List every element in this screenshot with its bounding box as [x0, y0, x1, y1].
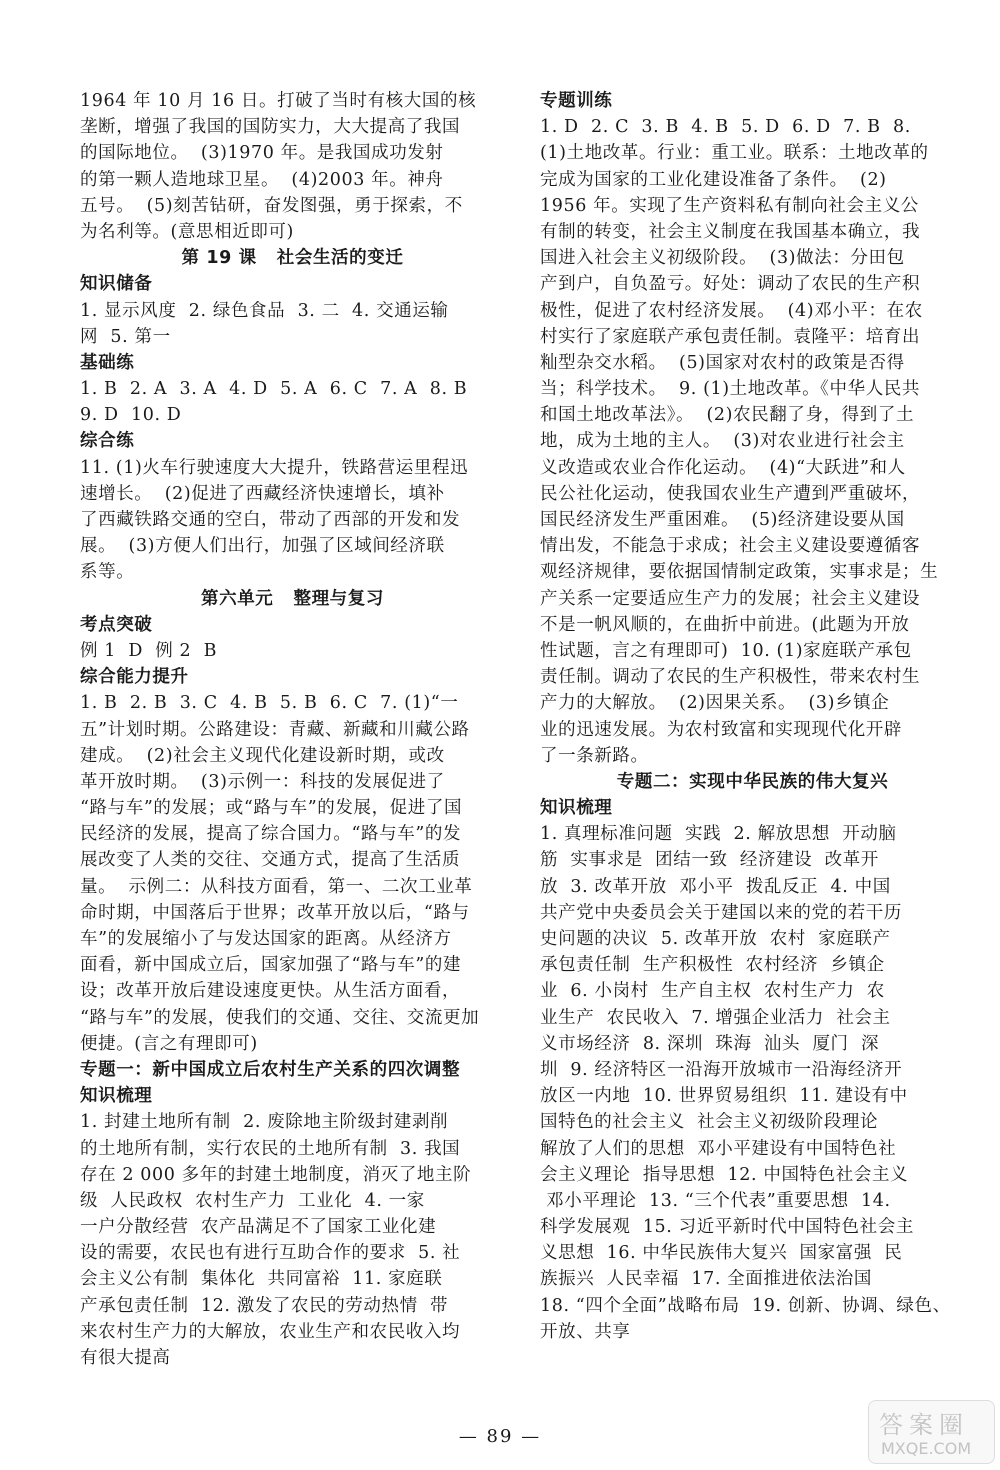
text-line: 义思想 16. 中华民族伟大复兴 国家富强 民 — [540, 1243, 903, 1264]
text-line: 来农村生产力的大解放，农业生产和农民收入均 — [80, 1321, 461, 1342]
left-column — [80, 88, 505, 1371]
section-heading: 知识梳理 — [540, 798, 613, 819]
text-line: 科学发展观 15. 习近平新时代中国特色社会主 — [540, 1217, 914, 1238]
text-line: 史问题的决议 5. 改革开放 农村 家庭联产 — [540, 929, 891, 949]
text-line: 便捷。(言之有理即可) — [80, 1033, 258, 1054]
text-line: 民公社化运动，使我国农业生产遭到严重破坏， — [540, 483, 921, 504]
text-line: 业生产 农民收入 7. 增强企业活力 社会主 — [540, 1007, 891, 1028]
section-heading: 基础练 — [80, 352, 135, 373]
section-heading: 知识梳理 — [80, 1086, 153, 1107]
text-line: 设的需要，农民也有进行互助合作的要求 5. 社 — [80, 1243, 461, 1264]
text-line: 情出发，不能急于求成；社会主义建设要遵循客 — [540, 536, 921, 557]
watermark-logo — [868, 1400, 995, 1464]
text-line: 有很大提高 — [80, 1348, 171, 1368]
text-line: 垄断，增强了我国的国防实力，大大提高了我国 — [80, 117, 461, 138]
text-line: 不是一帆风顺的，在曲折中前进。(此题为开放 — [540, 614, 910, 635]
text-line: “路与车”的发展；或“路与车”的发展，促进了国 — [80, 798, 463, 819]
text-line: 9. D 10. D — [80, 405, 182, 426]
watermark-url: MXQE.COM — [881, 1439, 972, 1458]
text-line: 设；改革开放后建设速度更快。从生活方面看， — [80, 981, 461, 1002]
text-line: 放区一内地 10. 世界贸易组织 11. 建设有中 — [540, 1086, 908, 1107]
section-heading: 第 19 课 社会生活的变迁 — [181, 248, 404, 269]
section-heading: 考点突破 — [80, 614, 153, 635]
text-line: 网 5. 第一 — [80, 326, 171, 347]
text-line: 民经济的发展，提高了综合国力。“路与车”的发 — [80, 824, 462, 845]
text-line: 1. 显示风度 2. 绿色食品 3. 二 4. 交通运输 — [80, 300, 449, 321]
text-line: 邓小平理论 13. “三个代表”重要思想 14. — [540, 1190, 891, 1211]
text-line: 产关系一定要适应生产力的发展；社会主义建设 — [540, 588, 921, 609]
text-line: 国特色的社会主义 社会主义初级阶段理论 — [540, 1112, 879, 1133]
text-line: 1. 封建土地所有制 2. 废除地主阶级封建剥削 — [80, 1112, 449, 1133]
text-line: 的土地所有制，实行农民的土地所有制 3. 我国 — [80, 1138, 461, 1159]
text-line: 例 1 D 例 2 B — [80, 640, 218, 661]
text-line: 地，成为土地的主人。 (3)对农业进行社会主 — [540, 431, 905, 452]
text-line: 革开放时期。 (3)示例一：科技的发展促进了 — [80, 771, 445, 792]
text-line: 建成。 (2)社会主义现代化建设新时期，或改 — [80, 745, 445, 766]
text-line: 村实行了家庭联产承包责任制。袁隆平：培育出 — [540, 326, 921, 347]
watermark-text: 答案圈 — [879, 1411, 969, 1439]
text-line: 一户分散经营 农产品满足不了国家工业化建 — [80, 1217, 437, 1238]
section-heading: 专题训练 — [540, 91, 613, 111]
text-line: 族振兴 人民幸福 17. 全面推进依法治国 — [540, 1269, 872, 1290]
text-line: 开放、共享 — [540, 1321, 631, 1342]
text-line: 产力的大解放。 (2)因果关系。 (3)乡镇企 — [540, 693, 890, 714]
text-line: 有制的转变，社会主义制度在我国基本确立，我 — [540, 221, 921, 242]
text-line: 圳 9. 经济特区一沿海开放城市一沿海经济开 — [540, 1059, 903, 1080]
section-heading: 专题一：新中国成立后农村生产关系的四次调整 — [80, 1059, 461, 1080]
text-line: 共产党中央委员会关于建国以来的党的若干历 — [540, 902, 902, 923]
text-line: 解放了人们的思想 邓小平建设有中国特色社 — [540, 1138, 897, 1159]
text-line: 义改造或农业合作化运动。 (4)“大跃进”和人 — [540, 457, 906, 478]
section-heading: 综合练 — [80, 431, 135, 452]
section-heading: 第六单元 整理与复习 — [201, 588, 384, 609]
text-line: 产到户，自负盈亏。好处：调动了农民的生产积 — [540, 274, 921, 295]
section-heading: 综合能力提升 — [80, 667, 189, 688]
text-line: 存在 2 000 多年的封建土地制度，消灭了地主阶 — [80, 1164, 472, 1185]
text-line: 速增长。 (2)促进了西藏经济快速增长，填补 — [80, 483, 445, 504]
text-line: 产承包责任制 12. 激发了农民的劳动热情 带 — [80, 1295, 449, 1316]
text-line: 观经济规律，要依据国情制定政策，实事求是；生 — [540, 562, 939, 583]
text-line: 国进入社会主义初级阶段。 (3)做法：分田包 — [540, 248, 905, 269]
text-line: 会主义理论 指导思想 12. 中国特色社会主义 — [540, 1164, 909, 1185]
text-line: 级 人民政权 农村生产力 工业化 4. 一家 — [80, 1190, 425, 1211]
text-line: 命时期，中国落后于世界；改革开放以后，“路与 — [80, 902, 470, 923]
text-line: (1)土地改革。行业：重工业。联系：土地改革的 — [540, 143, 929, 164]
text-line: 放 3. 改革开放 邓小平 拨乱反正 4. 中国 — [540, 876, 891, 897]
section-heading: 专题二：实现中华民族的伟大复兴 — [616, 771, 889, 792]
text-line: 了一条新路。 — [540, 745, 649, 766]
text-line: 为名利等。(意思相近即可) — [80, 221, 294, 242]
text-line: 承包责任制 生产积极性 农村经济 乡镇企 — [540, 955, 885, 976]
text-line: 了西藏铁路交通的空白，带动了西部的开发和发 — [80, 510, 461, 530]
text-line: 责任制。调动了农民的生产积极性，带来农村生 — [540, 667, 921, 688]
text-line: 1956 年。实现了生产资料私有制向社会主义公 — [540, 195, 919, 216]
text-line: 1. D 2. C 3. B 4. B 5. D 6. D 7. B 8. — [540, 117, 911, 138]
text-line: 车”的发展缩小了与发达国家的距离。从经济方 — [80, 929, 452, 949]
text-line: 会主义公有制 集体化 共同富裕 11. 家庭联 — [80, 1269, 443, 1290]
text-line: 极性，促进了农村经济发展。 (4)邓小平：在农 — [540, 300, 923, 321]
text-line: 的国际地位。 (3)1970 年。是我国成功发射 — [80, 143, 444, 164]
text-line: 量。 示例二：从科技方面看，第一、二次工业革 — [80, 876, 473, 897]
text-line: 1. B 2. B 3. C 4. B 5. B 6. C 7. (1)“一 — [80, 693, 459, 714]
text-line: 国民经济发生严重困难。 (5)经济建设要从国 — [540, 510, 905, 530]
text-line: 的第一颗人造地球卫星。 (4)2003 年。神舟 — [80, 169, 444, 190]
text-line: 面看，新中国成立后，国家加强了“路与车”的建 — [80, 955, 462, 976]
page-number: — 89 — — [458, 1426, 542, 1447]
text-line: 完成为国家的工业化建设准备了条件。 (2) — [540, 169, 887, 190]
text-line: 义市场经济 8. 深圳 珠海 汕头 厦门 深 — [540, 1033, 880, 1054]
text-line: 筋 实事求是 团结一致 经济建设 改革开 — [540, 850, 879, 871]
text-line: 展。 (3)方便人们出行，加强了区域间经济联 — [80, 536, 445, 557]
text-line: 性试题，言之有理即可) 10. (1)家庭联产承包 — [540, 640, 912, 661]
text-line: 籼型杂交水稻。 (5)国家对农村的政策是否得 — [540, 352, 905, 373]
text-line: 业的迅速发展。为农村致富和实现现代化开辟 — [540, 719, 902, 740]
text-line: 18. “四个全面”战略布局 19. 创新、协调、绿色、 — [540, 1295, 951, 1316]
text-line: 1964 年 10 月 16 日。打破了当时有核大国的核 — [80, 91, 477, 111]
text-line: “路与车”的发展，使我们的交通、交往、交流更加 — [80, 1007, 480, 1028]
section-heading: 知识储备 — [80, 274, 153, 295]
text-line: 业 6. 小岗村 生产自主权 农村生产力 农 — [540, 981, 885, 1002]
text-line: 1. 真理标准问题 实践 2. 解放思想 开动脑 — [540, 824, 897, 845]
text-line: 1. B 2. A 3. A 4. D 5. A 6. C 7. A 8. B — [80, 379, 468, 400]
text-line: 展改变了人类的交往、交通方式，提高了生活质 — [80, 850, 461, 871]
text-line: 当；科学技术。 9. (1)土地改革。《中华人民共 — [540, 379, 921, 400]
text-line: 和国土地改革法》。 (2)农民翻了身，得到了土 — [540, 405, 915, 426]
text-line: 五号。 (5)刻苦钻研，奋发图强，勇于探索，不 — [80, 195, 463, 216]
text-line: 五”计划时期。公路建设：青藏、新藏和川藏公路 — [80, 719, 470, 740]
text-line: 系等。 — [80, 562, 135, 583]
right-column — [540, 88, 965, 1345]
text-line: 11. (1)火车行驶速度大大提升，铁路营运里程迅 — [80, 457, 469, 478]
